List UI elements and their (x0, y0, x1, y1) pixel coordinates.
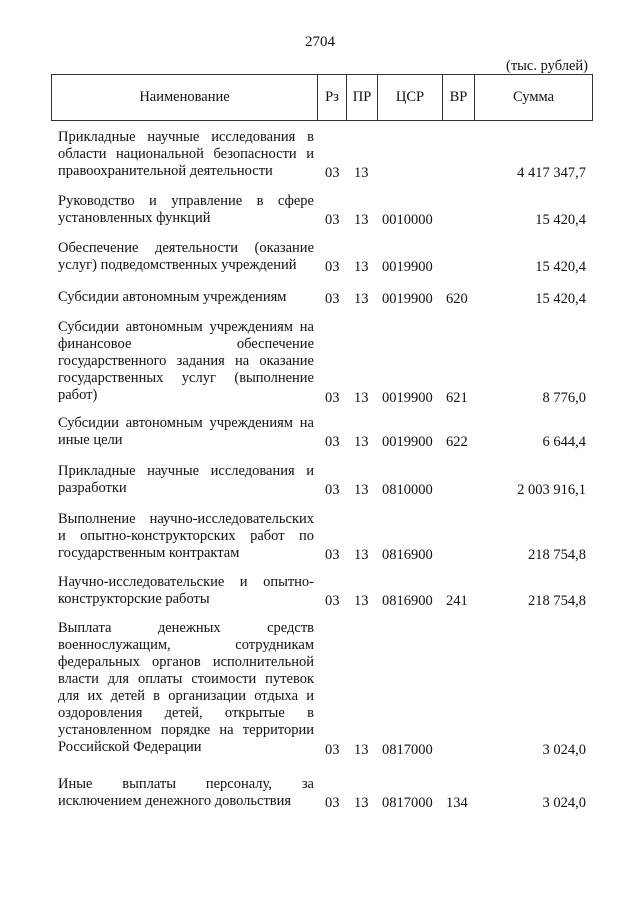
row-rz: 03 (325, 390, 340, 406)
row-sum: 8 776,0 (542, 390, 586, 406)
row-name: Субсидии автономным учреждениям (58, 289, 287, 305)
units-label: (тыс. рублей) (506, 58, 588, 74)
row-rz: 03 (325, 165, 340, 181)
row-name: Прикладные научные исследования в области национальной безопасности и правоохранительной деятельности (58, 129, 314, 179)
row-sum: 2 003 916,1 (517, 482, 586, 498)
row-vr: 241 (446, 593, 468, 609)
row-rz: 03 (325, 795, 340, 811)
header-rz: Рз (318, 75, 347, 121)
row-rz: 03 (325, 593, 340, 609)
row-pr: 13 (354, 434, 369, 450)
row-rz: 03 (325, 482, 340, 498)
row-vr: 622 (446, 434, 468, 450)
row-csr: 0019900 (382, 390, 433, 406)
row-pr: 13 (354, 482, 369, 498)
row-csr: 0019900 (382, 259, 433, 275)
row-pr: 13 (354, 547, 369, 563)
row-name: Научно-исследовательские и опытно-конструкторские работы (58, 574, 314, 607)
page-number: 2704 (305, 34, 335, 50)
row-sum: 15 420,4 (535, 259, 586, 275)
row-csr: 0816900 (382, 547, 433, 563)
row-vr: 134 (446, 795, 468, 811)
row-rz: 03 (325, 259, 340, 275)
row-csr: 0019900 (382, 291, 433, 307)
row-vr: 621 (446, 390, 468, 406)
row-csr: 0019900 (382, 434, 433, 450)
row-name: Выполнение научно-исследовательских и опытно-конструкторских работ по государственным контрактам (58, 511, 314, 561)
row-sum: 4 417 347,7 (517, 165, 586, 181)
row-rz: 03 (325, 291, 340, 307)
row-pr: 13 (354, 795, 369, 811)
row-rz: 03 (325, 434, 340, 450)
header-vr: ВР (443, 75, 475, 121)
row-pr: 13 (354, 259, 369, 275)
row-rz: 03 (325, 547, 340, 563)
row-sum: 218 754,8 (528, 547, 586, 563)
row-sum: 3 024,0 (542, 742, 586, 758)
row-rz: 03 (325, 212, 340, 228)
header-sum: Сумма (475, 75, 593, 121)
row-name: Прикладные научные исследования и разработки (58, 463, 314, 496)
row-sum: 15 420,4 (535, 212, 586, 228)
row-csr: 0816900 (382, 593, 433, 609)
row-pr: 13 (354, 742, 369, 758)
row-sum: 218 754,8 (528, 593, 586, 609)
row-sum: 6 644,4 (542, 434, 586, 450)
row-csr: 0817000 (382, 795, 433, 811)
header-pr: ПР (347, 75, 378, 121)
row-name: Руководство и управление в сфере установленных функций (58, 193, 314, 226)
row-name: Иные выплаты персоналу, за исключением денежного довольствия (58, 776, 314, 809)
row-rz: 03 (325, 742, 340, 758)
row-vr: 620 (446, 291, 468, 307)
row-csr: 0810000 (382, 482, 433, 498)
row-name: Обеспечение деятельности (оказание услуг) подведомственных учреждений (58, 240, 314, 273)
header-csr: ЦСР (378, 75, 443, 121)
row-pr: 13 (354, 593, 369, 609)
row-pr: 13 (354, 390, 369, 406)
row-name: Субсидии автономным учреждениям на финансовое обеспечение государственного задания на оказание государственных услуг (выполнение работ) (58, 319, 314, 403)
row-name: Субсидии автономным учреждениям на иные цели (58, 415, 314, 448)
row-csr: 0817000 (382, 742, 433, 758)
table-header (51, 74, 593, 121)
row-sum: 15 420,4 (535, 291, 586, 307)
row-csr: 0010000 (382, 212, 433, 228)
row-sum: 3 024,0 (542, 795, 586, 811)
row-pr: 13 (354, 212, 369, 228)
row-pr: 13 (354, 165, 369, 181)
row-pr: 13 (354, 291, 369, 307)
header-name: Наименование (52, 75, 318, 121)
row-name: Выплата денежных средств военнослужащим, сотрудникам федеральных органов исполнительной власти для оплаты стоимости путевок для их детей в организации отдыха и оздоровления детей, открытые в установленном порядке на территории Российской Федерации (58, 620, 314, 755)
